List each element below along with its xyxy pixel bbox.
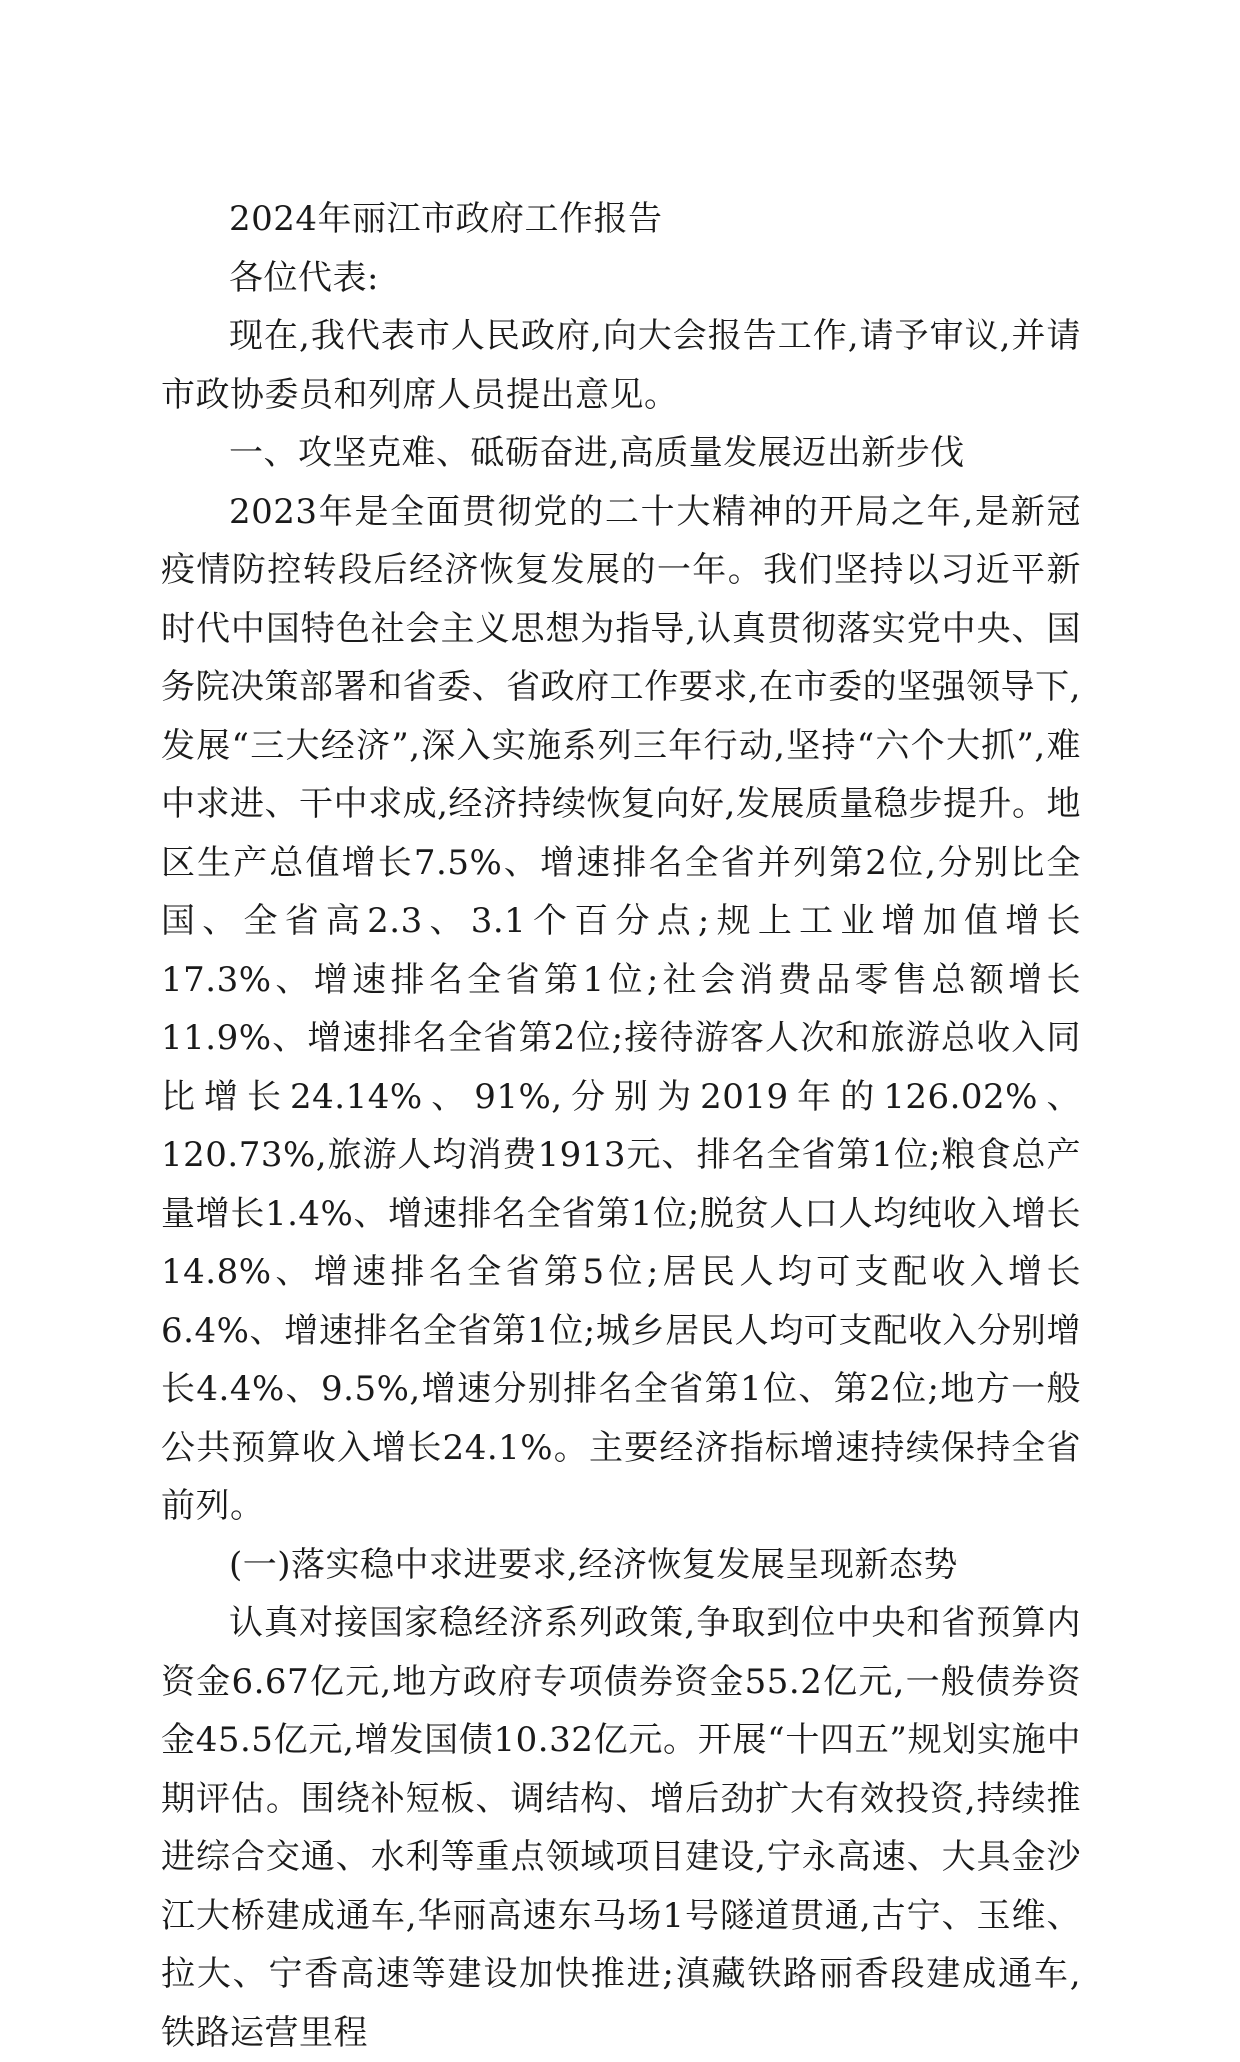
salutation: 各位代表: xyxy=(229,257,379,298)
paragraph-investment: 认真对接国家稳经济系列政策,争取到位中央和省预算内资金6.67亿元,地方政府专项债券资金55.2亿元,一般债券资金45.5亿元,增发国债10.32亿元。开展“十四五”规划实施中期评估。围绕补短板、调结构、增后劲扩大有效投资,持续推进综合交通、水利等重点领域项目建设,宁永高速、大具金沙江大桥建成通车,华丽高速东马场1号隧道贯通,古宁、玉维、拉大、宁香高速等建设加快推进;滇藏铁路丽香段建成通车,铁路运营里程 xyxy=(161,1603,1081,2053)
document-title: 2024年丽江市政府工作报告 xyxy=(229,199,663,239)
document-body xyxy=(161,190,1081,2062)
subsection-heading-1: (一)落实稳中求进要求,经济恢复发展呈现新态势 xyxy=(229,1544,958,1585)
section-heading-1: 一、攻坚克难、砥砺奋进,高质量发展迈出新步伐 xyxy=(229,433,965,473)
paragraph-overview-2023: 2023年是全面贯彻党的二十大精神的开局之年,是新冠疫情防控转段后经济恢复发展的一年。我们坚持以习近平新时代中国特色社会主义思想为指导,认真贯彻落实党中央、国务院决策部署和省委、省政府工作要求,在市委的坚强领导下,发展“三大经济”,深入实施系列三年行动,坚持“六个大抓”,难中求进、干中求成,经济持续恢复向好,发展质量稳步提升。地区生产总值增长7.5%、增速排名全省并列第2位,分别比全国、全省高2.3、3.1个百分点;规上工业增加值增长17.3%、增速排名全省第1位;社会消费品零售总额增长11.9%、增速排名全省第2位;接待游客人次和旅游总收入同比增长24.14%、91%,分别为2019年的126.02%、120.73%,旅游人均消费1913元、排名全省第1位;粮食总产量增长1.4%、增速排名全省第1位;脱贫人口人均纯收入增长14.8%、增速排名全省第5位;居民人均可支配收入增长6.4%、增速排名全省第1位;城乡居民人均可支配收入分别增长4.4%、9.5%,增速分别排名全省第1位、第2位;地方一般公共预算收入增长24.1%。主要经济指标增速持续保持全省前列。 xyxy=(161,491,1081,1526)
paragraph-intro: 现在,我代表市人民政府,向大会报告工作,请予审议,并请市政协委员和列席人员提出意见。 xyxy=(161,316,1081,415)
